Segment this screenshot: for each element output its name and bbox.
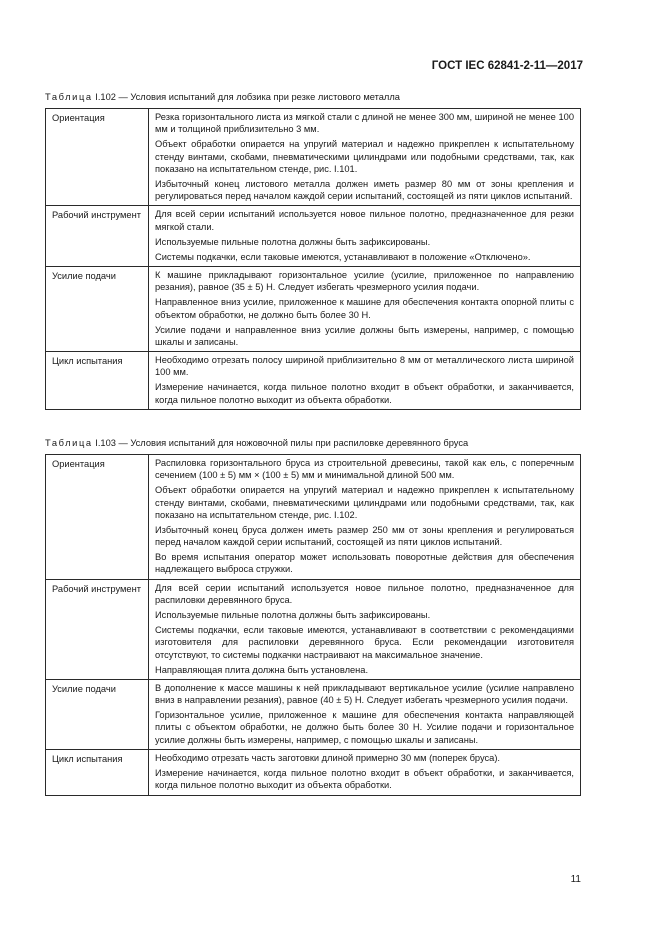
row-label: Усилие подачи xyxy=(46,679,149,749)
condition-paragraph: Измерение начинается, когда пильное полотно входит в объект обработки, и заканчивается, когда пильное полотно выходит из объекта обработки. xyxy=(155,768,574,791)
condition-paragraph: Направленное вниз усилие, приложенное к машине для обеспечения контакта опорной плиты с объектом обработки, не должно быть более 30 Н. xyxy=(155,297,574,320)
table-caption-i103 xyxy=(45,438,468,448)
row-content xyxy=(149,579,581,679)
table-row xyxy=(46,750,581,796)
row-content xyxy=(149,679,581,749)
row-content xyxy=(149,206,581,267)
row-label: Цикл испытания xyxy=(46,750,149,796)
row-content xyxy=(149,109,581,206)
condition-paragraph: Объект обработки опирается на упругий материал и надежно прикреплен к испытательному стенду винтами, скобами, пневматическими цилиндрами или подобными средствами, так, как показано на испытательном стенде, рис. I.102. xyxy=(155,485,574,520)
condition-paragraph: Для всей серии испытаний используется новое пильное полотно, предназначенное для распиловки деревянного бруса. xyxy=(155,582,574,606)
table-row xyxy=(46,679,581,749)
caption-text: I.103 — Условия испытаний для ножовочной пилы при распиловке деревянного бруса xyxy=(92,438,469,448)
condition-paragraph: Усилие подачи и направленное вниз усилие должны быть измерены, например, с помощью шкалы и записаны. xyxy=(155,324,574,347)
condition-paragraph: Системы подкачки, если таковые имеются, устанавливают в положение «Отключено». xyxy=(155,251,531,262)
table-row xyxy=(46,352,581,410)
condition-paragraph: Используемые пильные полотна должны быть зафиксированы. xyxy=(155,610,431,621)
condition-paragraph: Избыточный конец бруса должен иметь размер 250 мм от зоны крепления и регулироваться перед началом каждой серии испытаний, состоящей из пяти циклов испытаний. xyxy=(155,524,574,548)
condition-paragraph: Резка горизонтального листа из мягкой стали с длиной не менее 300 мм, шириной не менее 100 мм и толщиной приблизительно 3 мм. xyxy=(155,112,574,135)
row-content xyxy=(149,352,581,410)
condition-paragraph: Используемые пильные полотна должны быть зафиксированы. xyxy=(155,236,431,247)
condition-paragraph: Для всей серии испытаний используется новое пильное полотно, предназначенное для резки мягкой стали. xyxy=(155,209,574,232)
test-conditions-table-i102 xyxy=(45,108,581,410)
condition-paragraph: Необходимо отрезать часть заготовки длиной примерно 30 мм (поперек бруса). xyxy=(155,753,501,764)
condition-paragraph: Необходимо отрезать полосу шириной приблизительно 8 мм от металлического листа шириной 100 мм. xyxy=(155,355,574,378)
condition-paragraph: Направляющая плита должна быть установлена. xyxy=(155,664,369,675)
row-label: Рабочий инструмент xyxy=(46,579,149,679)
table-row xyxy=(46,579,581,679)
table-row xyxy=(46,109,581,206)
row-content xyxy=(149,750,581,796)
row-label: Цикл испытания xyxy=(46,352,149,410)
table-caption-i102 xyxy=(45,92,400,102)
page-number: 11 xyxy=(570,874,581,885)
condition-paragraph: В дополнение к массе машины к ней прикладывают вертикальное усилие (усилие направлено вниз в направлении резания), равное (40 ± 5) Н. Следует избегать чрезмерного усилия подачи. xyxy=(155,682,574,706)
table-row xyxy=(46,267,581,352)
row-label: Рабочий инструмент xyxy=(46,206,149,267)
test-conditions-table-i103 xyxy=(45,454,581,796)
document-code: ГОСТ IEC 62841-2-11—2017 xyxy=(431,60,583,72)
caption-word: Таблица xyxy=(45,438,93,448)
table-row xyxy=(46,206,581,267)
condition-paragraph: Горизонтальное усилие, приложенное к машине для обеспечения контакта направляющей плиты с объектом обработки, не должно быть более 30 Н. Усилие подачи и горизонтальное усилие должны быть измерены, например, с помощью шкалы и записаны. xyxy=(155,710,574,745)
row-label: Ориентация xyxy=(46,455,149,580)
condition-paragraph: Измерение начинается, когда пильное полотно входит в объект обработки, и заканчивается, когда пильное полотно выходит из объекта обработки. xyxy=(155,382,574,405)
condition-paragraph: Избыточный конец листового металла должен иметь размер 80 мм от зоны крепления и регулироваться перед началом каждой серии испытаний, состоящей из пяти циклов испытаний. xyxy=(155,178,574,202)
condition-paragraph: К машине прикладывают горизонтальное усилие (усилие, приложенное по направлению резания), равное (35 ± 5) Н. Следует избегать чрезмерного усилия подачи. xyxy=(155,270,574,293)
row-label: Ориентация xyxy=(46,109,149,206)
caption-text: I.102 — Условия испытаний для лобзика при резке листового металла xyxy=(92,92,400,102)
table-row xyxy=(46,455,581,580)
condition-paragraph: Объект обработки опирается на упругий материал и надежно прикреплен к испытательному стенду винтами, скобами, пневматическими цилиндрами или подобными средствами, так, как показано на испытательном стенде, рис. I.101. xyxy=(155,139,574,174)
row-label: Усилие подачи xyxy=(46,267,149,352)
condition-paragraph: Системы подкачки, если таковые имеются, устанавливают в соответствии с рекомендациями изготовителя для распиловки деревянного бруса. Если рекомендации изготовителя отсутствуют, то системы подкачки настраивают на максимальное значение. xyxy=(155,625,574,660)
row-content xyxy=(149,267,581,352)
condition-paragraph: Во время испытания оператор может использовать поворотные действия для обеспечения надлежащего выброса стружки. xyxy=(155,552,574,575)
row-content xyxy=(149,455,581,580)
caption-word: Таблица xyxy=(45,92,93,102)
condition-paragraph: Распиловка горизонтального бруса из строительной древесины, такой как ель, с поперечным сечением (100 ± 5) мм × (100 ± 5) мм и минимальной длиной 500 мм. xyxy=(155,458,574,481)
